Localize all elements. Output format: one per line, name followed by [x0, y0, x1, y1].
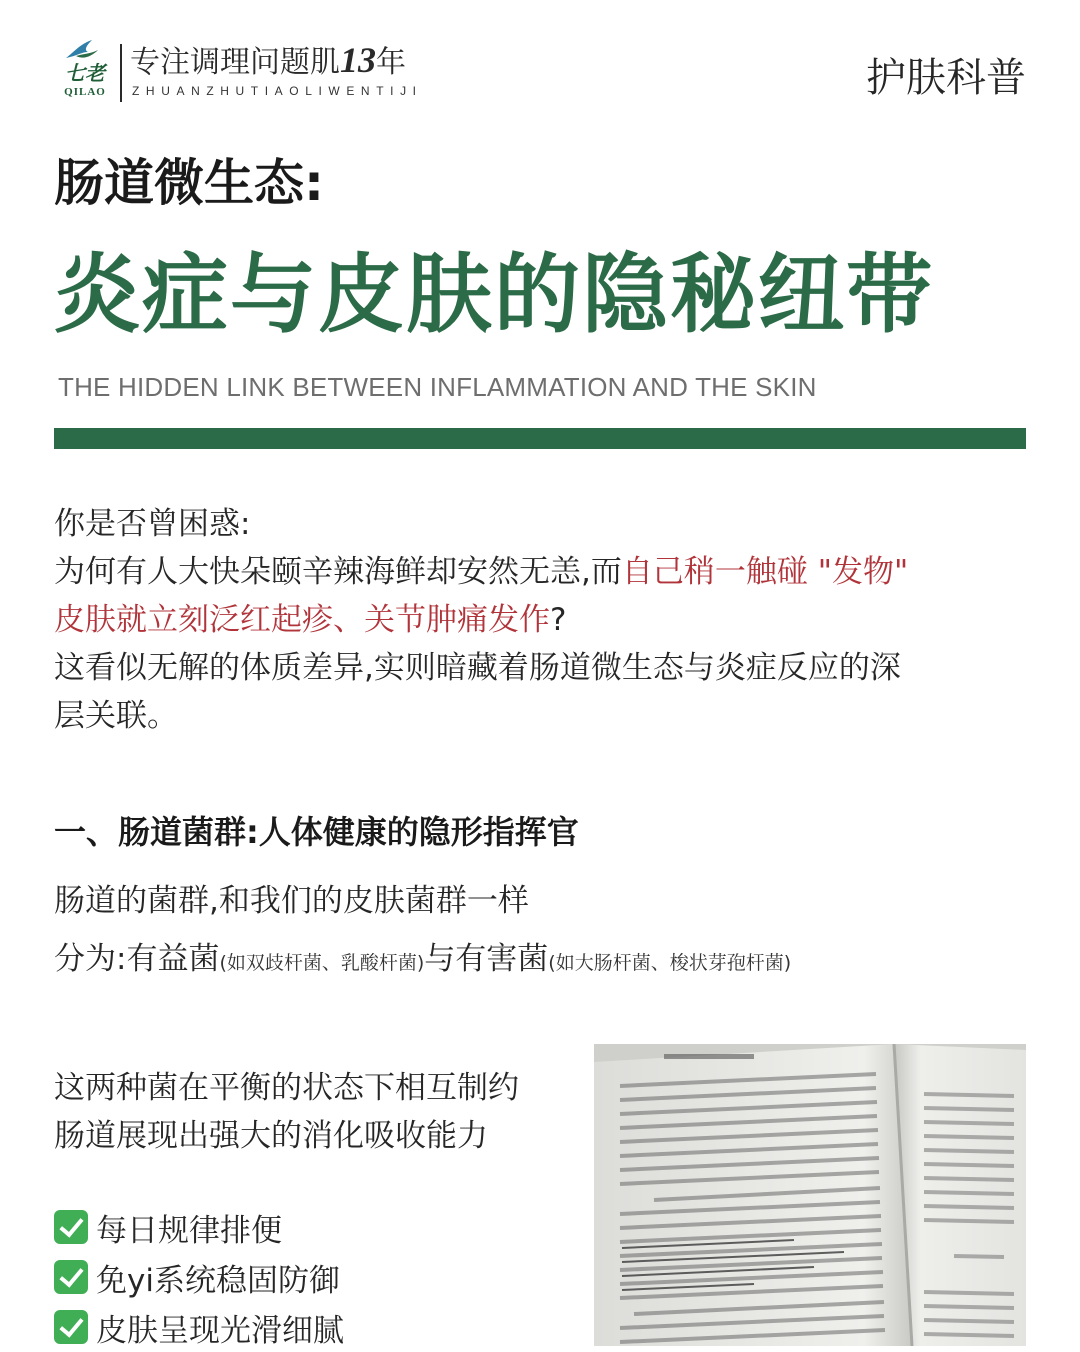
balance-text: [54, 1064, 519, 1160]
open-book-image: [594, 1044, 1026, 1346]
checklist-item-label: 皮肤呈现光滑细腻: [96, 1312, 344, 1349]
checklist-item: [54, 1302, 344, 1352]
brand-slogan-years: 13: [340, 40, 376, 80]
check-mark-icon: [54, 1210, 88, 1244]
category-tag: 护肤科普: [866, 55, 1026, 101]
balance-line-2: 肠道展现出强大的消化吸收能力: [54, 1118, 488, 1154]
brand-slogan: [130, 40, 406, 83]
balance-line-1: 这两种菌在平衡的状态下相互制约: [54, 1070, 519, 1106]
harmful-bacteria-label: 与有害菌: [424, 941, 549, 977]
intro-line-3-text: ?: [550, 602, 567, 638]
harmful-bacteria-note: (如大肠杆菌、梭状芽孢杆菌): [548, 952, 792, 974]
benefit-checklist: [54, 1202, 344, 1352]
intro-line-3: [54, 596, 1026, 644]
english-subtitle: THE HIDDEN LINK BETWEEN INFLAMMATION AND THE SKIN: [58, 372, 817, 402]
brand-slogan-suffix: 年: [376, 45, 406, 80]
intro-highlight-1: 自己稍一触碰 "发物": [621, 554, 909, 590]
section-heading: 一、肠道菌群:人体健康的隐形指挥官: [54, 813, 579, 851]
brand-slogan-prefix: 专注调理问题肌: [130, 45, 340, 80]
beneficial-bacteria-note: (如双歧杆菌、乳酸杆菌): [219, 952, 425, 974]
check-mark-icon: [54, 1260, 88, 1294]
checklist-item-label: 每日规律排便: [96, 1212, 282, 1249]
intro-highlight-2: 皮肤就立刻泛红起疹、关节肿痛发作: [54, 602, 550, 638]
intro-line-2: [54, 548, 1026, 596]
section-text-line-1: 肠道的菌群,和我们的皮肤菌群一样: [54, 883, 529, 919]
book-photo: [594, 1044, 1026, 1346]
section-text-line-2: [54, 936, 791, 986]
title-divider: [54, 428, 1026, 449]
intro-line-1: 你是否曾困惑:: [54, 506, 251, 542]
check-mark-icon: [54, 1310, 88, 1344]
page-title-small: 肠道微生态:: [54, 154, 324, 212]
brand-divider: [120, 44, 122, 102]
beneficial-bacteria-label: 分为:有益菌: [54, 941, 220, 977]
intro-line-4: 这看似无解的体质差异,实则暗藏着肠道微生态与炎症反应的深: [54, 650, 901, 686]
checklist-item-label: 免yi系统稳固防御: [96, 1262, 340, 1299]
brand-logo-chinese: 七老: [65, 61, 105, 85]
checklist-item: [54, 1202, 344, 1252]
page-title: 炎症与皮肤的隐秘纽带: [54, 245, 934, 345]
brand-logo-english: QILAO: [64, 86, 106, 98]
brand-logo: [54, 38, 116, 104]
checklist-item: [54, 1252, 344, 1302]
brand-header: [54, 38, 454, 108]
intro-line-5: 层关联。: [54, 698, 178, 734]
intro-line-2-text: 为何有人大快朵颐辛辣海鲜却安然无恙,而: [54, 554, 622, 590]
intro-paragraph: [54, 500, 1026, 740]
brand-pinyin: ZHUANZHUTIAOLIWENTIJI: [132, 84, 423, 98]
